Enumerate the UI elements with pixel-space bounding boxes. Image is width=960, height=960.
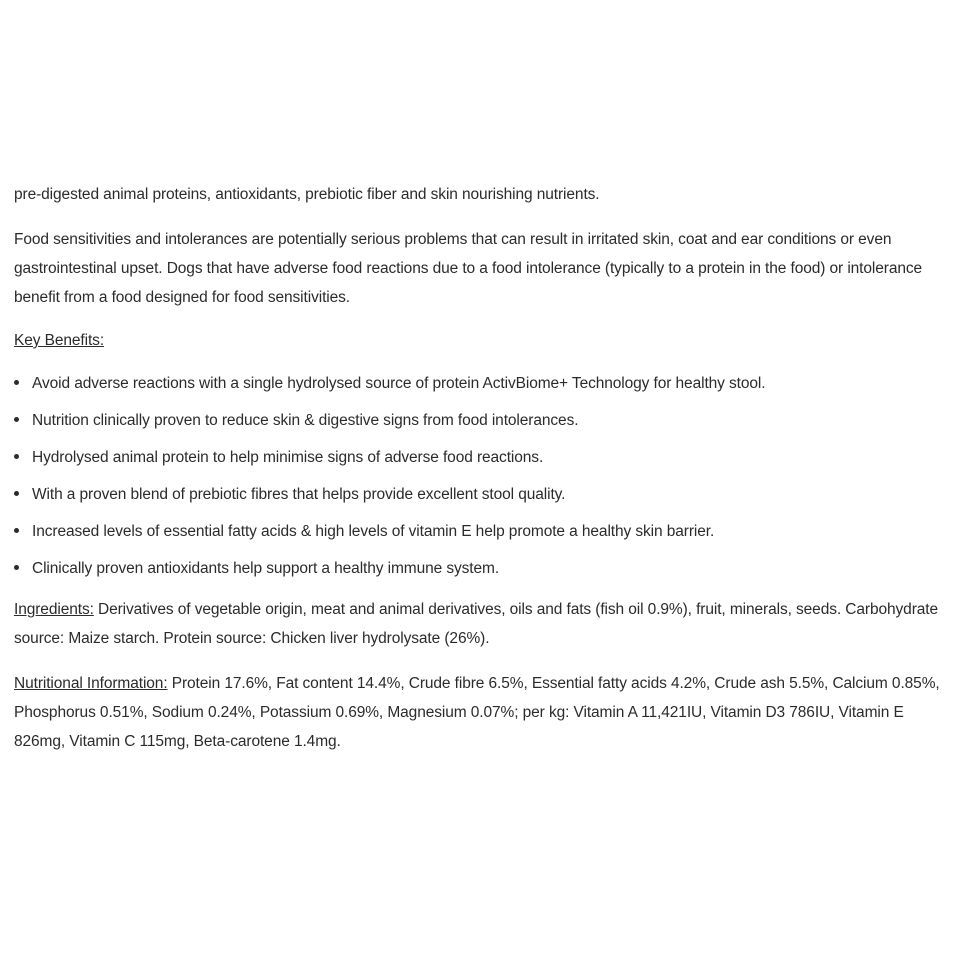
benefit-item	[14, 476, 949, 513]
ingredients-text: Derivatives of vegetable origin, meat and animal derivatives, oils and fats (fish oil 0.9%), fruit, minerals, seeds. Carbohydrate source: Maize starch. Protein source: Chicken liver hydrolysate (26%).	[14, 601, 939, 647]
intro-text: pre-digested animal proteins, antioxidants, prebiotic fiber and skin nourishing nutrients.	[14, 186, 600, 203]
key-benefits-label: Key Benefits:	[14, 332, 105, 349]
key-benefits-heading	[14, 326, 949, 355]
bullet-icon	[14, 491, 19, 496]
ingredients-label: Ingredients:	[14, 601, 94, 618]
nutrition-text: Protein 17.6%, Fat content 14.4%, Crude fibre 6.5%, Essential fatty acids 4.2%, Crude ash 5.5%, Calcium 0.85%, Phosphorus 0.51%, Sodium 0.24%, Potassium 0.69%, Magnesium 0.07%; per kg: Vitamin A 11,421IU, Vitamin D3 786IU, Vitamin E 826mg, Vitamin C 115mg, Beta-carotene 1.4mg.	[14, 675, 940, 750]
product-description	[14, 180, 949, 756]
bullet-icon	[14, 528, 19, 533]
ingredients-paragraph	[14, 595, 949, 653]
bullet-icon	[14, 380, 19, 385]
benefit-text: Avoid adverse reactions with a single hydrolysed source of protein ActivBiome+ Technology for healthy stool.	[32, 375, 766, 392]
benefit-text: Increased levels of essential fatty acids & high levels of vitamin E help promote a healthy skin barrier.	[32, 523, 715, 540]
benefit-item	[14, 550, 949, 587]
sensitivity-paragraph: Food sensitivities and intolerances are potentially serious problems that can result in irritated skin, coat and ear conditions or even gastrointestinal upset. Dogs that have adverse food reactions due to a food intolerance (typically to a protein in the food) or intolerance benefit from a food designed for food sensitivities.	[14, 231, 923, 306]
benefit-text: Clinically proven antioxidants help support a healthy immune system.	[32, 560, 500, 577]
benefit-item	[14, 439, 949, 476]
benefit-item	[14, 365, 949, 402]
bullet-icon	[14, 565, 19, 570]
benefit-text: Hydrolysed animal protein to help minimise signs of adverse food reactions.	[32, 449, 544, 466]
nutrition-label: Nutritional Information:	[14, 675, 168, 692]
bullet-icon	[14, 454, 19, 459]
benefit-item	[14, 513, 949, 550]
benefit-text: With a proven blend of prebiotic fibres that helps provide excellent stool quality.	[32, 486, 566, 503]
benefit-item	[14, 402, 949, 439]
bullet-icon	[14, 417, 19, 422]
key-benefits-list	[14, 365, 949, 587]
nutrition-paragraph	[14, 669, 949, 756]
benefit-text: Nutrition clinically proven to reduce skin & digestive signs from food intolerances.	[32, 412, 579, 429]
